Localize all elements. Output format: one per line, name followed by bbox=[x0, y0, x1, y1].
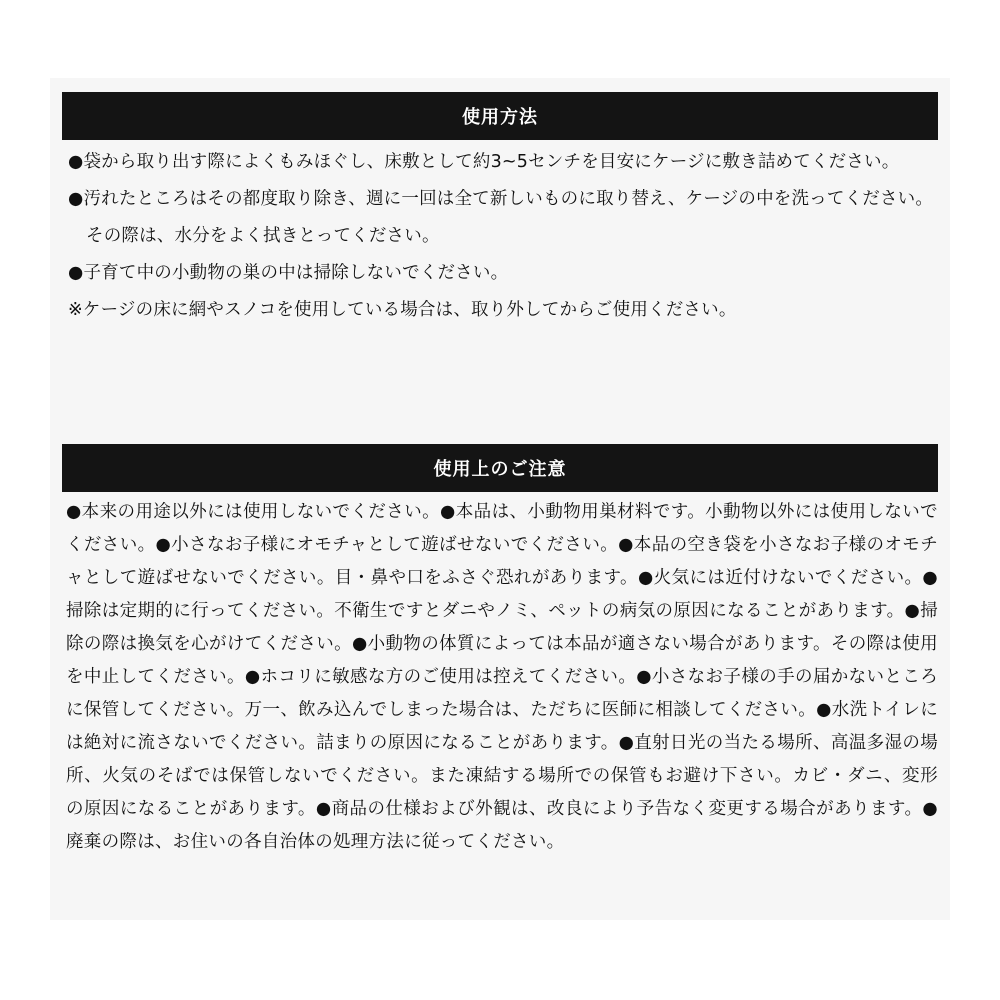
caution-item: ●火気には近付けないでください。 bbox=[637, 568, 923, 588]
caution-item: ●本品の空き袋を小さなお子様のオモチャとして遊ばせないでください。目・鼻や口をふさぐ恐れがあります。 bbox=[66, 535, 939, 588]
usage-item: ●汚れたところはその都度取り除き、週に一回は全て新しいものに取り替え、ケージの中を洗ってください。その際は、水分をよく拭きとってください。 bbox=[68, 189, 934, 246]
usage-heading bbox=[62, 92, 938, 140]
caution-text bbox=[66, 496, 938, 859]
caution-heading bbox=[62, 444, 938, 492]
caution-item: ●ホコリに敏感な方のご使用は控えてください。 bbox=[244, 667, 637, 687]
usage-item: ●子育て中の小動物の巣の中は掃除しないでください。 bbox=[68, 263, 509, 283]
usage-item: ●袋から取り出す際によくもみほぐし、床敷として約3~5センチを目安にケージに敷き詰めてください。 bbox=[68, 152, 900, 172]
usage-instructions bbox=[68, 144, 938, 329]
caution-heading-text: 使用上のご注意 bbox=[433, 459, 567, 480]
caution-item: ●本品は、小動物用巣材料です。小動物以外には使用しないでください。 bbox=[66, 502, 938, 555]
label-sheet bbox=[50, 78, 950, 920]
caution-item: ●小さなお子様の手の届かないところに保管してください。万一、飲み込んでしまった場合は、ただちに医師に相談してください。 bbox=[66, 667, 939, 720]
caution-item: ●小さなお子様にオモチャとして遊ばせないでください。 bbox=[155, 535, 619, 555]
caution-item: ●廃棄の際は、お住いの各自治体の処理方法に従ってください。 bbox=[66, 799, 938, 852]
caution-item: ●水洗トイレには絶対に流さないでください。詰まりの原因になることがあります。 bbox=[66, 700, 938, 753]
caution-item: ●直射日光の当たる場所、高温多湿の場所、火気のそばでは保管しないでください。また凍結する場所での保管もお避け下さい。カビ・ダニ、変形の原因になることがあります。 bbox=[66, 733, 938, 819]
caution-item: ●本来の用途以外には使用しないでください。 bbox=[66, 502, 441, 522]
usage-heading-text: 使用方法 bbox=[462, 107, 538, 128]
caution-item: ●小動物の体質によっては本品が適さない場合があります。その際は使用を中止してください。 bbox=[66, 634, 938, 687]
caution-item: ●商品の仕様および外観は、改良により予告なく変更する場合があります。 bbox=[315, 799, 923, 819]
caution-item: ●掃除は定期的に行ってください。不衛生ですとダニやノミ、ペットの病気の原因になることがあります。 bbox=[66, 568, 938, 621]
usage-note: ※ケージの床に網やスノコを使用している場合は、取り外してからご使用ください。 bbox=[68, 300, 737, 320]
caution-item: ●掃除の際は換気を心がけてください。 bbox=[66, 601, 939, 654]
